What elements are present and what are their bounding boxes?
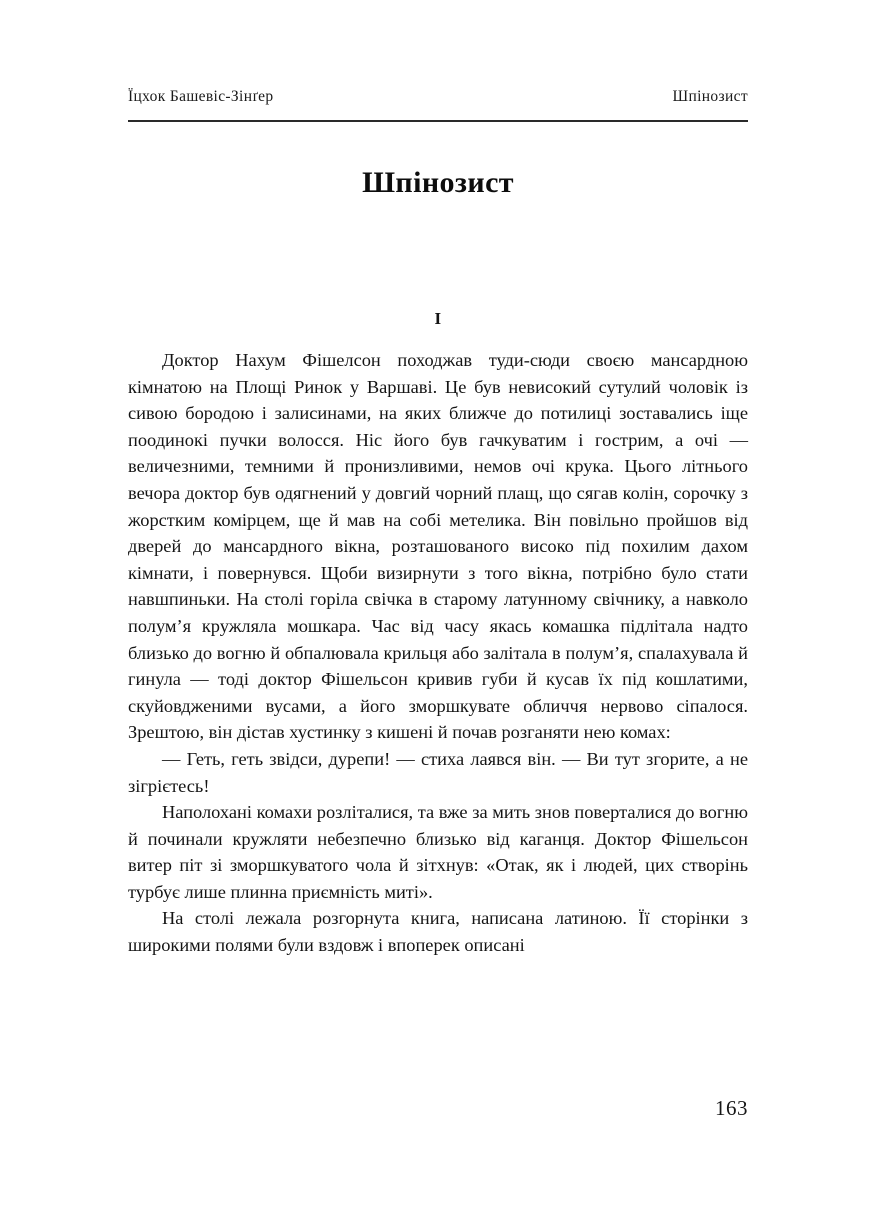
paragraph: Доктор Нахум Фішелсон походжав туди-сюди своєю мансардною кімнатою на Площі Ринок у Варшаві. Це був невисокий сутулий чоловік із сивою бородою і залисинами, на яких ближче до потилиці зоставались іще поодинокі пучки волосся. Ніс його був гачкуватим і гострим, а очі — величезними, темними й пронизливими, немов очі крука. Цього літнього вечора доктор був одягнений у довгий чорний плащ, що сягав колін, сорочку з жорстким комірцем, ще й мав на собі метелика. Він повільно пройшов від дверей до мансардного вікна, розташованого високо під похилим дахом кімнати, і повернувся. Щоби визирнути з того вікна, потрібно було стати навшпиньки. На столі горіла свічка в старому латунному свічнику, а навколо полум’я кружляла мошкара. Час від часу якась комашка підлітала надто близько до вогню й обпалювала крильця або залітала в полум’я, спалахувала й гинула — тоді доктор Фішельсон кривив губи й кусав їх під кошлатими, скуйовдженими вусами, а його зморшкувате обличчя нервово сіпалося. Зрештою, він дістав хустинку з кишені й почав розганяти нею комах: [128,350,748,743]
running-head-work: Шпінозист [672,88,748,105]
paragraph-continued: На столі лежала розгорнута книга, написана латиною. Її сторінки з широкими полями були вздовж і впоперек описані [128,908,748,956]
running-head [128,88,748,106]
header-rule [128,120,748,122]
page-number: 163 [715,1096,748,1120]
paragraph-dialogue: — Геть, геть звідси, дурепи! — стиха лаявся він. — Ви тут згорите, а не зігрієтесь! [128,748,748,796]
body-text [128,347,748,959]
section-numeral: I [434,309,442,328]
running-head-author: Їцхок Башевіс-Зінґер [128,88,274,105]
page-title: Шпінозист [362,166,514,200]
paragraph: Наполохані комахи розлітaлися, та вже за мить знов поверталися до вогню й починали кружляти небезпечно близько від каганця. Доктор Фішельсон витер піт зі зморшкуватого чола й зітхнув: «Отак, як і людей, цих створінь турбує лише плинна приємність миті». [128,802,748,902]
